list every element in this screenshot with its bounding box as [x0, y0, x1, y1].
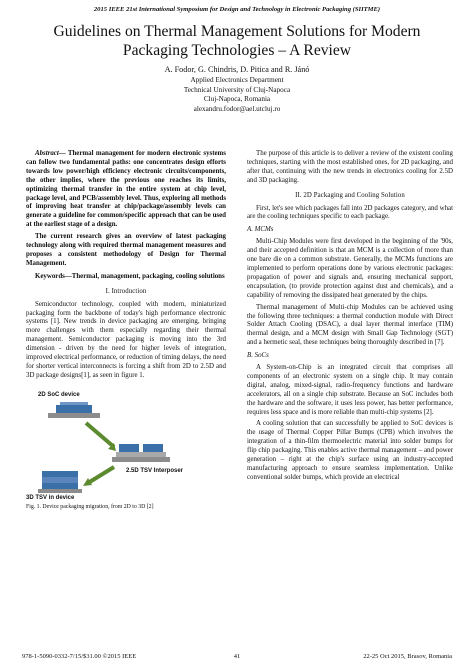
subsection-heading-mcms: A. MCMs: [247, 226, 274, 234]
mcm-text-1: Multi-Chip Modules were first developed in the beginning of the '90s, and their accepted definition is that an MCM is a collection of more than one bare die on a common substrate. Generally, the MCMs functions are implemented to perform operations done by various electronic packages: propagation of power and signals and, ensuring mechanical support, encapsulation, (to provide protection against dust and chemicals), and a capability of removing the dissipated heat generated by the chips.: [247, 238, 453, 299]
affiliation-university: Technical University of Cluj-Napoca: [183, 85, 291, 94]
abstract-label: Abstract—: [35, 150, 66, 157]
figure-caption: Fig. 1. Device packaging migration, from 2D to 3D [2]: [26, 503, 154, 510]
figure-1: [26, 391, 226, 501]
abstract-text: Thermal management for modern electronic systems can follow two fundamental paths: one concentrates design efforts towards low power/high efficiency electronic circuits/components, the other implies, where the previous one reaches its limits, optimizing thermal transfer in the entire system at chip level, package level, and PCB/assembly level. Thus, exploring all methods of improving heat transfer at chip/package/assembly levels can generate a guideline for common/specific approach that can be used at the earliest stage of a design.: [26, 150, 226, 229]
keywords: Keywords—Thermal, management, packaging, cooling solutions: [35, 272, 225, 280]
interposer-25d-graphic: [112, 444, 170, 462]
tsv-3d-graphic: [38, 471, 82, 493]
affiliation-email: alexandru.fodor@ael.utcluj.ro: [193, 104, 281, 113]
paper-title: Guidelines on Thermal Management Solutions for Modern Packaging Technologies – A Review: [53, 23, 421, 59]
authors: A. Fodor, G. Chindris, D. Pitica and R. Jánó: [164, 65, 310, 74]
purpose-paragraph: The purpose of this article is to deliver a review of the existent cooling techniques, starting with the most established ones, for 2D packaging, and after that, continuing with the new trends in electronics cooling for 2.5D and 3D packaging.: [247, 150, 453, 184]
affiliation-city: Cluj-Napoca, Romania: [203, 95, 271, 104]
soc-text-1: A System-on-Chip is an integrated circuit that comprises all components of an electronic system on a single chip. It may contain digital, analog, mixed-signal, radio-frequency functions and hardware accelerators, all on a single chip substrate. Because an SoC includes both the hardware and the software, it uses less power, has better performance, requires less space and is more reliable than multi-chip systems [2].: [247, 364, 453, 416]
section-heading-2d: II. 2D Packaging and Cooling Solution: [295, 191, 405, 199]
packaging-migration-diagram: [26, 391, 226, 501]
affiliation-block: [0, 76, 474, 114]
right-column: [247, 150, 453, 486]
soc-2d-graphic: [48, 402, 100, 418]
intro-text: Semiconductor technology, coupled with modern, miniaturized packaging form the backbone of today's high performance electronic systems [1]. New trends in device packaging are emerging, bringing more challenges with them especially regarding their thermal management. Semiconductor packaging is moving into the 3rd dimension - driven by the need for higher levels of integration, improved electrical performance, or reduction of timing delays, the need for shorter vertical interconnects is forcing a shift from 2D to 2.5D and 3D package designs[1], as seen in figure 1.: [26, 300, 226, 379]
sec2-text: First, let's see which packages fall into 2D packages category, and what are the cooling techniques specific to each package.: [247, 204, 453, 221]
label-2d-soc: 2D SoC device: [38, 391, 80, 398]
label-3d-tsv: 3D TSV in device: [26, 494, 75, 501]
label-25d-interposer: 2.5D TSV Interposer: [126, 467, 184, 474]
abstract-para2: The current research gives an overview of latest packaging technology along with required thermal management measures and proposes a consistent methodology of Design for Thermal Management.: [26, 233, 226, 267]
left-column: [26, 150, 226, 512]
subsection-heading-socs: B. SoCs: [247, 352, 269, 360]
section-heading-intro: I. Introduction: [105, 287, 147, 295]
abstract: [26, 150, 226, 230]
conference-header: 2015 IEEE 21st International Symposium for Design and Technology in Electronic Packaging (SIITME): [93, 6, 381, 13]
footer-venue: 22-25 Oct 2015, Brasov, Romania: [363, 653, 452, 660]
footer-isbn: 978-1-5090-0332-7/15/$31.00 ©2015 IEEE: [22, 653, 137, 660]
affiliation-dept: Applied Electronics Department: [190, 76, 284, 84]
footer-page-number: 41: [233, 653, 241, 660]
mcm-text-2: Thermal management of Multi-chip Modules can be achieved using the following three techniques: a thermal conduction module with Direct Solder Attach Cooling (DSAC), a dual layer thermal interface (TIM) thermal design, and a MCM design with Small Gap Technology (SGT) and a hermetic seal, these techniques being thoroughly described in [7].: [247, 303, 453, 347]
soc-text-2: A cooling solution that can successfully be applied to SoC devices is the usage of Thermal Copper Pillar Bumps (CPB) which involves the integration of a thin-film thermoelectric material into solder bumps for flip chip packaging. This enables active thermal management – and power generation – right at the chip's surface using an industry-accepted manufacturing approach to ensure seamless implementation. Unlike conventional solder bumps, which provide an electrical: [247, 420, 453, 481]
